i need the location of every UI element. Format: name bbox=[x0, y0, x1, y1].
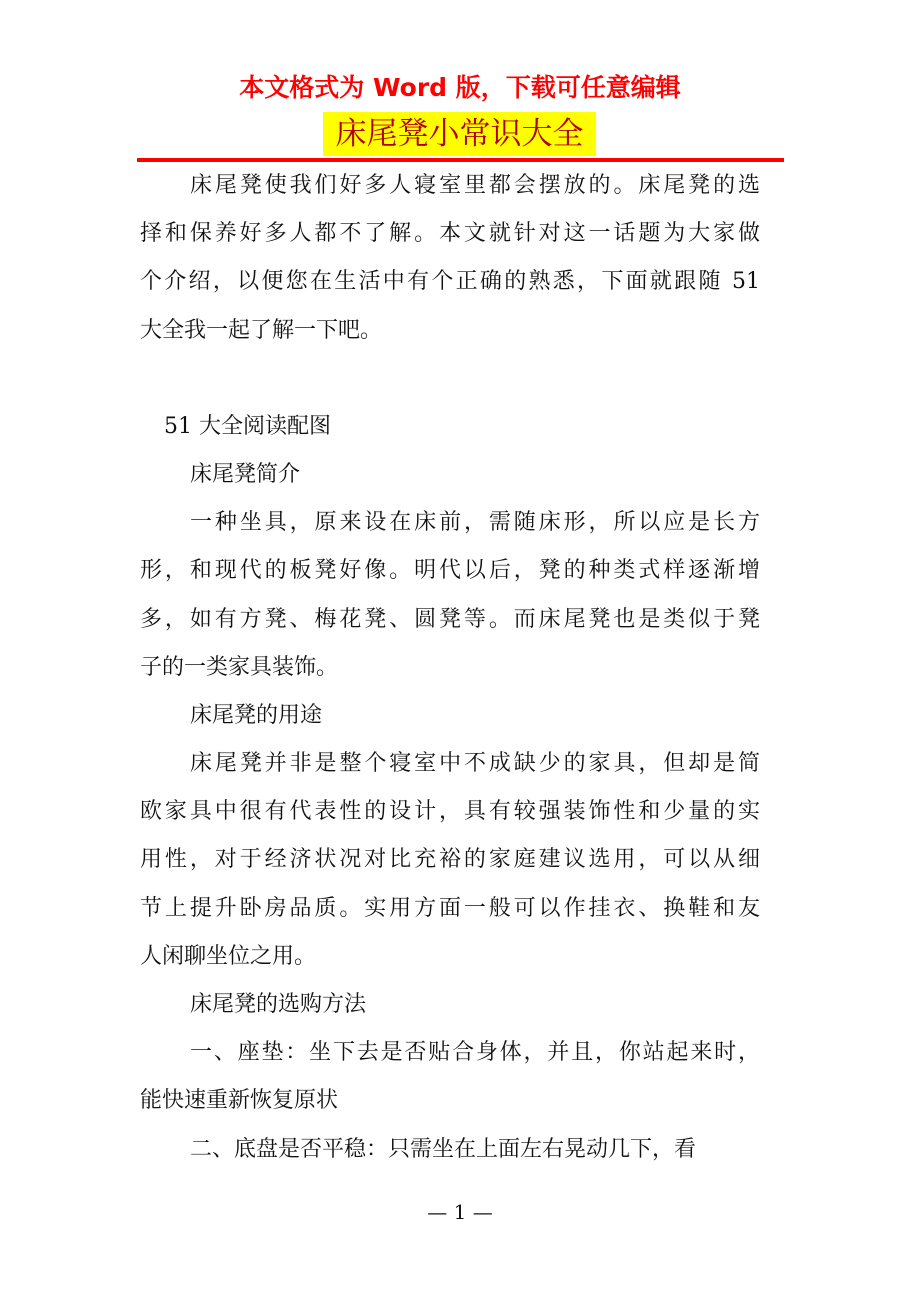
paragraph-line: 床尾凳的选购方法 bbox=[190, 992, 367, 1017]
paragraph-line: 人闲聊坐位之用。 bbox=[140, 943, 317, 969]
paragraph-line: 床尾凳使我们好多人寝室里都会摆放的。床尾凳的选 bbox=[190, 173, 760, 198]
paragraph-line: 床尾凳并非是整个寝室中不成缺少的家具，但却是简 bbox=[190, 751, 760, 777]
paragraph-line: 个介绍，以便您在生活中有个正确的熟悉，下面就跟随 51 bbox=[140, 269, 760, 295]
paragraph-line: 一、座垫：坐下去是否贴合身体，并且，你站起来时， bbox=[190, 1040, 760, 1066]
paragraph-line: 形，和现代的板凳好像。明代以后，凳的种类式样逐渐增 bbox=[140, 558, 760, 584]
paragraph-line: 用性，对于经济状况对比充裕的家庭建议选用，可以从细 bbox=[140, 847, 760, 873]
paragraph-line: 一种坐具，原来设在床前，需随床形，所以应是长方 bbox=[190, 510, 760, 536]
paragraph-line: 二、底盘是否平稳：只需坐在上面左右晃动几下，看 bbox=[190, 1136, 697, 1162]
blank-line bbox=[140, 360, 760, 408]
paragraph-line: 节上提升卧房品质。实用方面一般可以作挂衣、换鞋和友 bbox=[140, 895, 760, 921]
paragraph-line: 床尾凳的用途 bbox=[190, 702, 323, 728]
paragraph-line: 能快速重新恢复原状 bbox=[140, 1088, 339, 1114]
format-banner: 本文格式为 Word 版，下载可任意编辑 bbox=[239, 73, 681, 102]
paragraph-line: 择和保养好多人都不了解。本文就针对这一话题为大家做 bbox=[140, 221, 760, 247]
paragraph-line: 床尾凳简介 bbox=[190, 461, 301, 487]
page-number: — 1 — bbox=[427, 1200, 493, 1224]
page-title: 床尾凳小常识大全 bbox=[323, 112, 596, 156]
document-body bbox=[140, 167, 760, 1179]
title-divider bbox=[137, 158, 784, 162]
paragraph-line: 大全我一起了解一下吧。 bbox=[140, 317, 383, 343]
paragraph-line: 多，如有方凳、梅花凳、圆凳等。而床尾凳也是类似于凳 bbox=[140, 606, 760, 632]
paragraph-line: 欧家具中很有代表性的设计，具有较强装饰性和少量的实 bbox=[140, 799, 760, 825]
paragraph-line: 51 大全阅读配图 bbox=[164, 413, 331, 439]
paragraph-line: 子的一类家具装饰。 bbox=[140, 654, 339, 680]
